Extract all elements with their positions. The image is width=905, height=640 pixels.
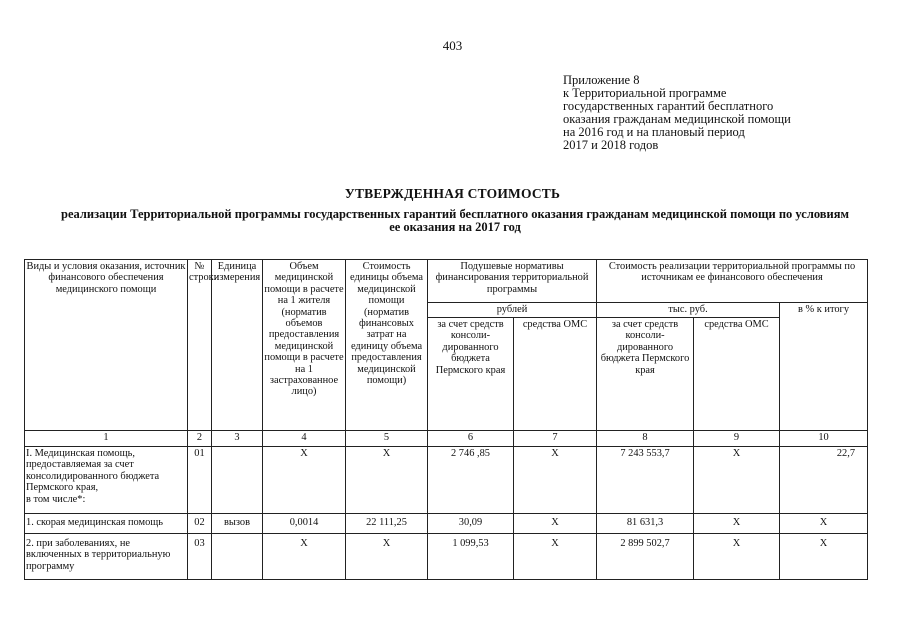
row-name: 2. при заболеваниях, не включенных в территориальную программу <box>25 534 188 580</box>
row-percapita-budget: 30,09 <box>428 514 514 534</box>
row-unit <box>212 447 263 514</box>
appendix-line: государственных гарантий бесплатного <box>563 99 774 113</box>
header-line-number: № строки <box>188 260 212 431</box>
document-subtitle: реализации Территориальной программы государственных гарантий бесплатного оказания гражданам медицинской помощи по условиям ее оказания на 2017 год <box>61 207 849 234</box>
row-name-text: I. Медицинская помощь, предоставляемая за счет консолидированного бюджета Пермского края, <box>26 448 160 494</box>
column-number: 4 <box>263 431 346 447</box>
header-rub: рублей <box>428 303 597 318</box>
page-number: 403 <box>442 38 463 53</box>
row-line-number: 03 <box>188 534 212 580</box>
row-cost-budget: 7 243 553,7 <box>597 447 694 514</box>
row-unit-cost: 22 111,25 <box>346 514 428 534</box>
cost-table <box>24 259 868 580</box>
column-number: 6 <box>428 431 514 447</box>
column-number: 2 <box>188 431 212 447</box>
column-number: 7 <box>514 431 597 447</box>
column-number: 5 <box>346 431 428 447</box>
header-cost-budget: за счет средств консоли-дированного бюджета Пермского края <box>597 318 694 431</box>
header-thousand-rub: тыс. руб. <box>597 303 780 318</box>
table-row <box>25 534 868 580</box>
column-number: 1 <box>25 431 188 447</box>
column-number: 9 <box>694 431 780 447</box>
row-unit: вызов <box>212 514 263 534</box>
row-cost-oms: X <box>694 514 780 534</box>
header-unit: Единица измерения <box>212 260 263 431</box>
appendix-line: к Территориальной программе <box>563 86 727 100</box>
header-percapita-budget: за счет средств консоли-дированного бюджета Пермского края <box>428 318 514 431</box>
row-cost-oms: X <box>694 534 780 580</box>
row-name: 1. скорая медицинская помощь <box>25 514 188 534</box>
appendix-line: на 2016 год и на плановый период <box>563 125 745 139</box>
row-unit <box>212 534 263 580</box>
row-percapita-oms: X <box>514 534 597 580</box>
row-line-number: 02 <box>188 514 212 534</box>
table-row <box>25 514 868 534</box>
document-title: УТВЕРЖДЕННАЯ СТОИМОСТЬ <box>344 186 561 201</box>
column-number: 10 <box>780 431 868 447</box>
row-percapita-oms: X <box>514 514 597 534</box>
header-type: Виды и условия оказания, источник финансового обеспечения медицинского помощи <box>25 260 188 431</box>
row-volume: X <box>263 447 346 514</box>
appendix-line: оказания гражданам медицинской помощи <box>563 112 791 126</box>
appendix-note <box>563 74 791 152</box>
header-percapita-group: Подушевые нормативы финансирования территориальной программы <box>428 260 597 303</box>
row-unit-cost: X <box>346 447 428 514</box>
appendix-line: 2017 и 2018 годов <box>563 138 659 152</box>
row-volume: X <box>263 534 346 580</box>
row-cost-oms: X <box>694 447 780 514</box>
row-percapita-budget: 1 099,53 <box>428 534 514 580</box>
table-row <box>25 447 868 514</box>
row-volume: 0,0014 <box>263 514 346 534</box>
header-percent: в % к итогу <box>780 303 868 431</box>
appendix-line: Приложение 8 <box>563 73 640 87</box>
header-cost-group: Стоимость реализации территориальной программы по источникам ее финансового обеспечения <box>597 260 868 303</box>
header-unit-cost: Стоимость единицы объема медицинской помощи (норматив финансовых затрат на единицу объема предоставления медицинской помощи) <box>346 260 428 431</box>
column-number: 8 <box>597 431 694 447</box>
row-percent: X <box>780 514 868 534</box>
header-cost-oms: средства ОМС <box>694 318 780 431</box>
column-number-row <box>25 431 868 447</box>
row-cost-budget: 81 631,3 <box>597 514 694 534</box>
row-percapita-budget: 2 746 ,85 <box>428 447 514 514</box>
row-unit-cost: X <box>346 534 428 580</box>
header-percapita-oms: средства ОМС <box>514 318 597 431</box>
row-line-number: 01 <box>188 447 212 514</box>
row-name-extra: в том числе*: <box>26 493 86 505</box>
row-cost-budget: 2 899 502,7 <box>597 534 694 580</box>
column-number: 3 <box>212 431 263 447</box>
row-percent: 22,7 <box>780 447 868 514</box>
row-percapita-oms: X <box>514 447 597 514</box>
row-name <box>25 447 188 514</box>
header-volume: Объем медицинской помощи в расчете на 1 жителя (норматив объемов предоставления медицинской помощи в расчете на 1 застрахованное лицо) <box>263 260 346 431</box>
row-percent: X <box>780 534 868 580</box>
